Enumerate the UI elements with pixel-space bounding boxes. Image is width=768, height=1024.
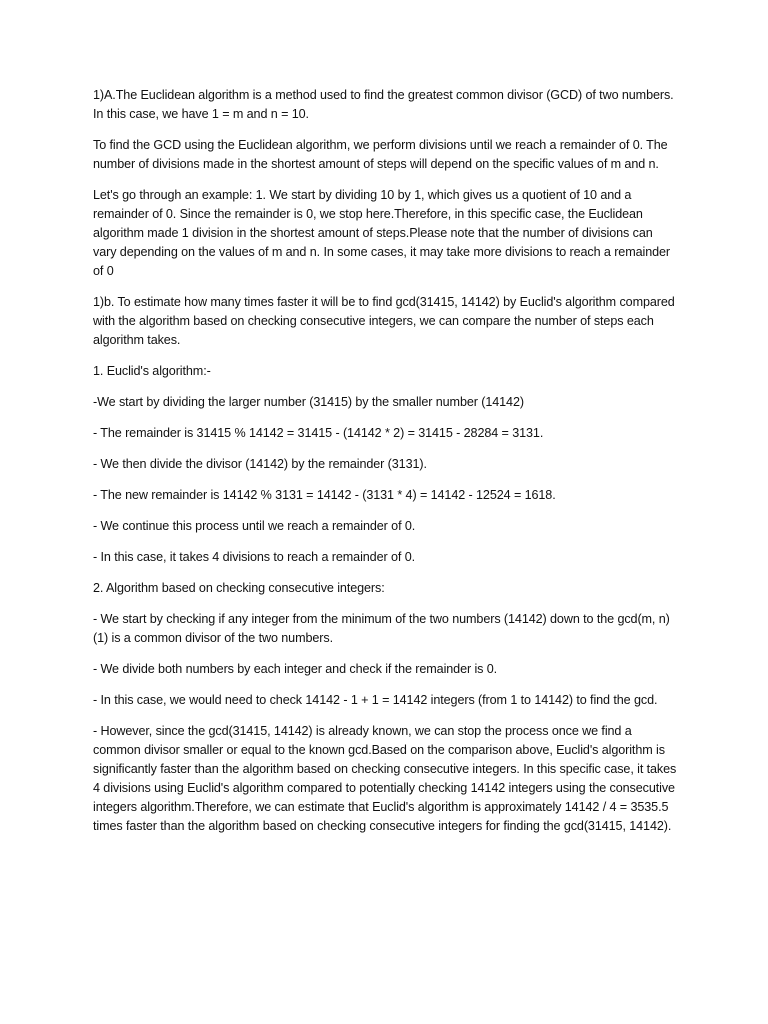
document-body [93,86,678,848]
paragraph-example: Let's go through an example: 1. We start by dividing 10 by 1, which gives us a quotient of 10 and a remainder of 0. Since the remainder is 0, we stop here.Therefore, in this specific case, the Euclidean algorithm made 1 division in the shortest amount of steps.Please note that the number of divisions can vary depending on the values of m and n. In some cases, it may take more divisions to reach a remainder of 0 [93,188,671,278]
step-divide-larger: -We start by dividing the larger number (31415) by the smaller number (14142) [93,395,524,409]
step-continue: - We continue this process until we reach a remainder of 0. [93,519,416,533]
step-check-integers: - We start by checking if any integer from the minimum of the two numbers (14142) down to the gcd(m, n) (1) is a common divisor of the two numbers. [93,612,670,645]
paragraph-1a-intro: 1)A.The Euclidean algorithm is a method used to find the greatest common divisor (GCD) of two numbers. In this case, we have 1 = m and n = 10. [93,88,674,121]
step-divide-divisor: - We then divide the divisor (14142) by the remainder (3131). [93,457,427,471]
step-first-remainder: - The remainder is 31415 % 14142 = 31415 - (14142 * 2) = 31415 - 28284 = 3131. [93,426,544,440]
paragraph-gcd-method: To find the GCD using the Euclidean algorithm, we perform divisions until we reach a remainder of 0. The number of divisions made in the shortest amount of steps will depend on the specific values of m and n. [93,138,668,171]
heading-consecutive-integers: 2. Algorithm based on checking consecutive integers: [93,581,385,595]
step-new-remainder: - The new remainder is 14142 % 3131 = 14142 - (3131 * 4) = 14142 - 12524 = 1618. [93,488,556,502]
paragraph-1b-intro: 1)b. To estimate how many times faster it will be to find gcd(31415, 14142) by Euclid's algorithm compared with the algorithm based on checking consecutive integers, we can compare the number of steps each algorithm takes. [93,295,675,347]
paragraph-conclusion: - However, since the gcd(31415, 14142) is already known, we can stop the process once we find a common divisor smaller or equal to the known gcd.Based on the comparison above, Euclid's algorithm is significantly faster than the algorithm based on checking consecutive integers. In this specific case, it takes 4 divisions using Euclid's algorithm compared to potentially checking 14142 integers using the consecutive integers algorithm.Therefore, we can estimate that Euclid's algorithm is approximately 14142 / 4 = 3535.5 times faster than the algorithm based on checking consecutive integers for finding the gcd(31415, 14142). [93,724,677,833]
heading-euclid-algorithm: 1. Euclid's algorithm:- [93,364,211,378]
step-division-count: - In this case, it takes 4 divisions to reach a remainder of 0. [93,550,415,564]
step-integer-count: - In this case, we would need to check 14142 - 1 + 1 = 14142 integers (from 1 to 14142) to find the gcd. [93,693,658,707]
step-divide-both: - We divide both numbers by each integer and check if the remainder is 0. [93,662,498,676]
